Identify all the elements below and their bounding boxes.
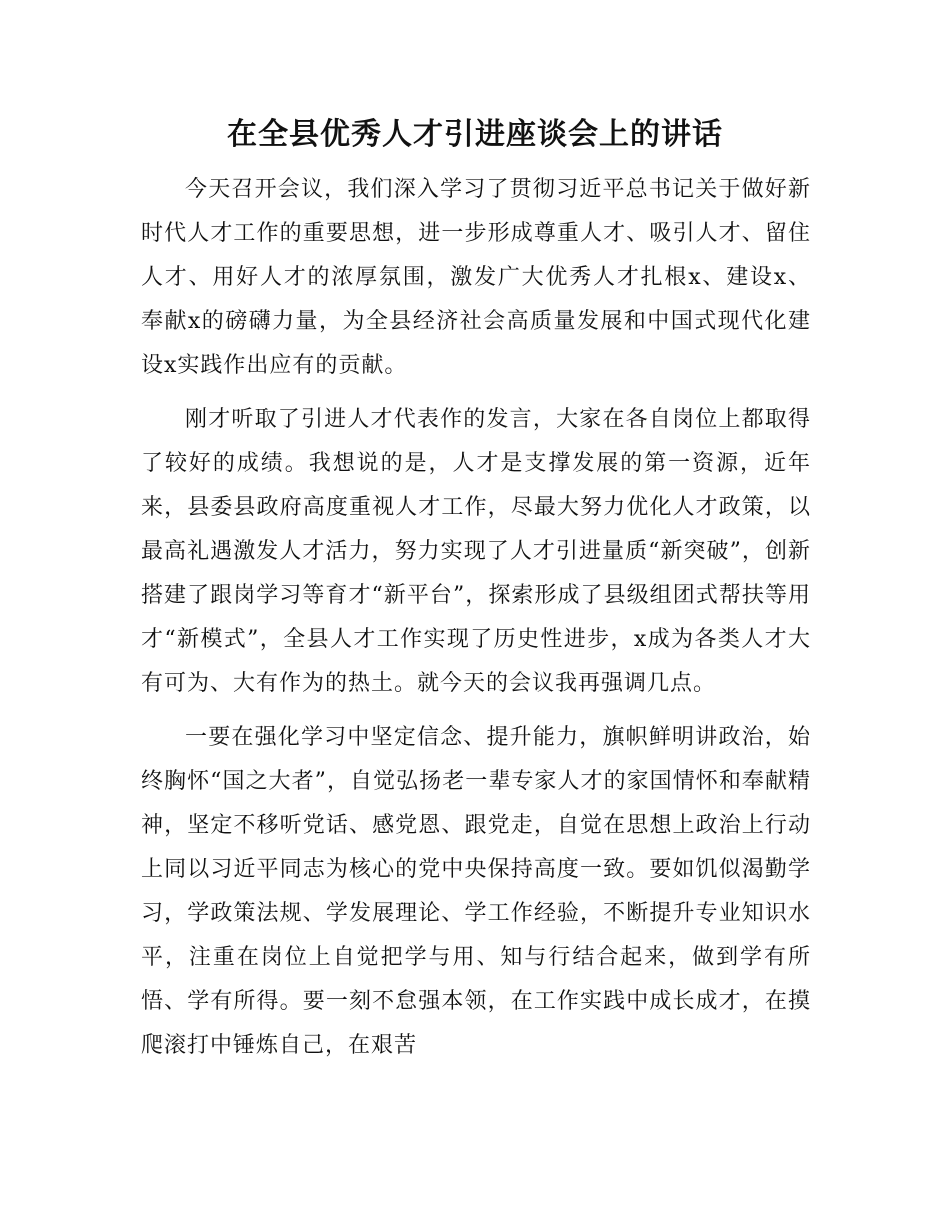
paragraph-2: 刚才听取了引进人才代表作的发言，大家在各自岗位上都取得了较好的成绩。我想说的是，人才是支撑发展的第一资源，近年来，县委县政府高度重视人才工作，尽最大努力优化人才政策，以最高礼遇激发人才活力，努力实现了人才引进量质“新突破”，创新搭建了跟岗学习等育才“新平台”，探索形成了县级组团式帮扶等用才“新模式”，全县人才工作实现了历史性进步，x成为各类人才大有可为、大有作为的热土。就今天的会议我再强调几点。 xyxy=(141,407,811,696)
paragraph-1: 今天召开会议，我们深入学习了贯彻习近平总书记关于做好新时代人才工作的重要思想，进一步形成尊重人才、吸引人才、留住人才、用好人才的浓厚氛围，激发广大优秀人才扎根x、建设x、奉献x的磅礴力量，为全县经济社会高质量发展和中国式现代化建设x实践作出应有的贡献。 xyxy=(141,177,811,378)
document-body xyxy=(141,168,811,1078)
page-title: 在全县优秀人才引进座谈会上的讲话 xyxy=(227,117,723,152)
paragraph-3: 一要在强化学习中坚定信念、提升能力，旗帜鲜明讲政治，始终胸怀“国之大者”，自觉弘扬老一辈专家人才的家国情怀和奉献精神，坚定不移听党话、感党恩、跟党走，自觉在思想上政治上行动上同以习近平同志为核心的党中央保持高度一致。要如饥似渴勤学习，学政策法规、学发展理论、学工作经验，不断提升专业知识水平，注重在岗位上自觉把学与用、知与行结合起来，做到学有所悟、学有所得。要一刻不怠强本领，在工作实践中成长成才，在摸爬滚打中锤炼自己，在艰苦 xyxy=(141,725,811,1058)
